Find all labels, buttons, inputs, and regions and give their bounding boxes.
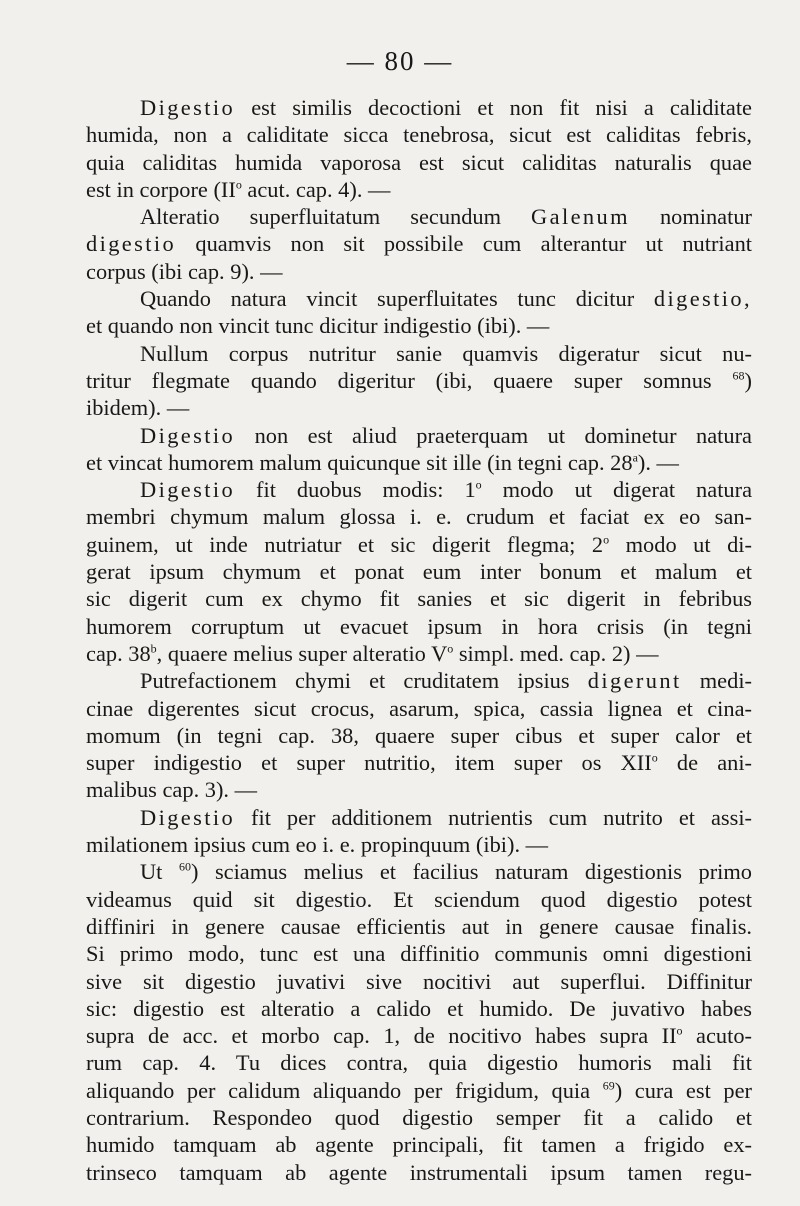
text-run: de ani- [657, 750, 753, 776]
text-run: Si primo modo, tunc est una diffinitio communis omni digestioni [86, 941, 752, 967]
text-run: membri chymum malum glossa i. e. crudum et faciat ex eo san- [86, 504, 752, 530]
text-run: videamus quid sit digestio. Et sciendum quod digestio potest [86, 886, 752, 912]
text-line [86, 886, 752, 913]
text-run: tritur flegmate quando digeritur (ibi, quaere super somnus [86, 367, 733, 393]
superscript: o [676, 1023, 683, 1038]
text-run: trinseco tamquam ab agente instrumentali ipsum tamen regu- [86, 1159, 752, 1185]
text-run: Nullum corpus nutritur sanie quamvis digeratur sicut nu- [140, 340, 752, 366]
spaced-term: Digestio [140, 422, 236, 448]
text-run: ) sciamus melius et facilius naturam digestionis primo [190, 859, 752, 885]
text-run: gerat ipsum chymum et ponat eum inter bonum et malum et [86, 559, 752, 585]
text-run: nominatur [629, 204, 752, 230]
text-run: acuto- [682, 1023, 752, 1049]
text-line [86, 94, 752, 121]
text-line [86, 449, 752, 476]
text-run: et quando non vincit tunc dicitur indigestio (ibi). — [86, 313, 550, 339]
text-run: Putrefactionem chymi et cruditatem ipsius [140, 668, 588, 694]
text-run: humida, non a caliditate sicca tenebrosa, sicut est caliditas febris, [86, 122, 752, 148]
text-run: medi- [681, 668, 752, 694]
text-run: est in corpore (II [86, 176, 236, 202]
text-run: malibus cap. 3). — [86, 777, 258, 803]
text-line [86, 995, 752, 1022]
superscript: b [150, 641, 157, 656]
text-line [86, 367, 752, 394]
text-line [86, 121, 752, 148]
text-line [86, 968, 752, 995]
text-line [86, 149, 752, 176]
text-run: momum (in tegni cap. 38, quaere super cibus et super calor et [86, 722, 752, 748]
text-line [86, 476, 752, 503]
text-line [86, 804, 752, 831]
text-run: rum cap. 4. Tu dices contra, quia digestio humoris mali fit [86, 1050, 752, 1076]
text-run: modo ut di- [609, 531, 752, 557]
text-line [86, 913, 752, 940]
text-run: quia caliditas humida vaporosa est sicut caliditas naturalis quae [86, 149, 752, 175]
spaced-term: digerunt [587, 668, 682, 694]
text-run: supra de acc. et morbo cap. 1, de nocitivo habes supra II [86, 1023, 677, 1049]
text-line [86, 285, 752, 312]
text-run: diffiniri in genere causae efficientis aut in genere causae finalis. [86, 913, 752, 939]
superscript: o [603, 532, 610, 547]
text-run: cinae digerentes sicut crocus, asarum, spica, cassia lignea et cina- [86, 695, 752, 721]
text-line [86, 422, 752, 449]
superscript: o [447, 641, 454, 656]
text-run: sic digerit cum ex chymo fit sanies et sic digerit in febribus [86, 586, 752, 612]
text-line [86, 640, 752, 667]
superscript: o [235, 177, 242, 192]
superscript: o [475, 477, 482, 492]
spaced-term: Galenum [531, 204, 630, 230]
text-run: non est aliud praeterquam ut dominetur natura [235, 422, 752, 448]
text-run: ). — [637, 449, 679, 475]
text-line [86, 1131, 752, 1158]
text-run: corpus (ibi cap. 9). — [86, 258, 283, 284]
text-line [86, 585, 752, 612]
spaced-term: Digestio [140, 804, 236, 830]
superscript: 68 [732, 368, 745, 383]
text-run: fit per additionem nutrientis cum nutrito et assi- [235, 804, 752, 830]
text-line [86, 258, 752, 285]
text-run: ) [744, 367, 752, 393]
text-line [86, 176, 752, 203]
text-line [86, 722, 752, 749]
text-line [86, 394, 752, 421]
body-text [86, 94, 752, 1186]
text-line [86, 230, 752, 257]
text-line [86, 1077, 752, 1104]
text-run: sic: digestio est alteratio a calido et humido. De juvativo habes [86, 995, 752, 1021]
text-run: et vincat humorem malum quicunque sit ille (in tegni cap. 28 [86, 449, 633, 475]
text-line [86, 1159, 752, 1186]
text-line [86, 531, 752, 558]
superscript: a [632, 450, 638, 465]
text-line [86, 503, 752, 530]
text-line [86, 613, 752, 640]
text-run: fit duobus modis: 1 [235, 477, 476, 503]
text-run: Alteratio superfluitatum secundum [140, 204, 532, 230]
text-line [86, 695, 752, 722]
text-run: , quaere melius super alteratio V [156, 640, 448, 666]
text-run: cap. 38 [86, 640, 151, 666]
text-run: acut. cap. 4). — [241, 176, 391, 202]
text-run: simpl. med. cap. 2) — [453, 640, 659, 666]
text-line [86, 776, 752, 803]
superscript: 69 [602, 1078, 615, 1093]
text-run: humorem corruptum ut evacuet ipsum in hora crisis (in tegni [86, 613, 752, 639]
text-run: humido tamquam ab agente principali, fit tamen a frigido ex- [86, 1132, 752, 1158]
spaced-term: digestio, [653, 286, 752, 312]
text-run: modo ut digerat natura [481, 477, 753, 503]
text-run: aliquando per calidum aliquando per frigidum, quia [86, 1077, 603, 1103]
text-line [86, 940, 752, 967]
text-line [86, 858, 752, 885]
text-run: milationem ipsius cum eo i. e. propinquum (ibi). — [86, 832, 549, 858]
text-run: contrarium. Respondeo quod digestio semper fit a calido et [86, 1104, 752, 1130]
text-run: guinem, ut inde nutriatur et sic digerit flegma; 2 [86, 531, 604, 557]
text-line [86, 1049, 752, 1076]
text-run: Ut [140, 859, 179, 885]
text-run: Quando natura vincit superfluitates tunc dicitur [140, 286, 654, 312]
page-number: — 80 — [346, 46, 454, 76]
text-line [86, 340, 752, 367]
text-run: ibidem). — [86, 395, 190, 421]
spaced-term: Digestio [140, 95, 236, 120]
text-line [86, 203, 752, 230]
text-line [86, 312, 752, 339]
superscript: 60 [178, 859, 191, 874]
text-line [86, 1022, 752, 1049]
spaced-term: Digestio [140, 477, 236, 503]
spaced-term: digestio [86, 231, 177, 257]
text-line [86, 558, 752, 585]
superscript: o [651, 750, 658, 765]
text-line [86, 667, 752, 694]
text-run: est similis decoctioni et non fit nisi a caliditate [235, 95, 752, 120]
text-run: ) cura est per [614, 1077, 752, 1103]
text-line [86, 1104, 752, 1131]
text-run: quamvis non sit possibile cum alterantur ut nutriant [176, 231, 752, 257]
text-line [86, 831, 752, 858]
text-run: super indigestio et super nutritio, item super os XII [86, 750, 652, 776]
text-line [86, 749, 752, 776]
text-run: sive sit digestio juvativi sive nocitivi aut superflui. Diffinitur [86, 968, 752, 994]
